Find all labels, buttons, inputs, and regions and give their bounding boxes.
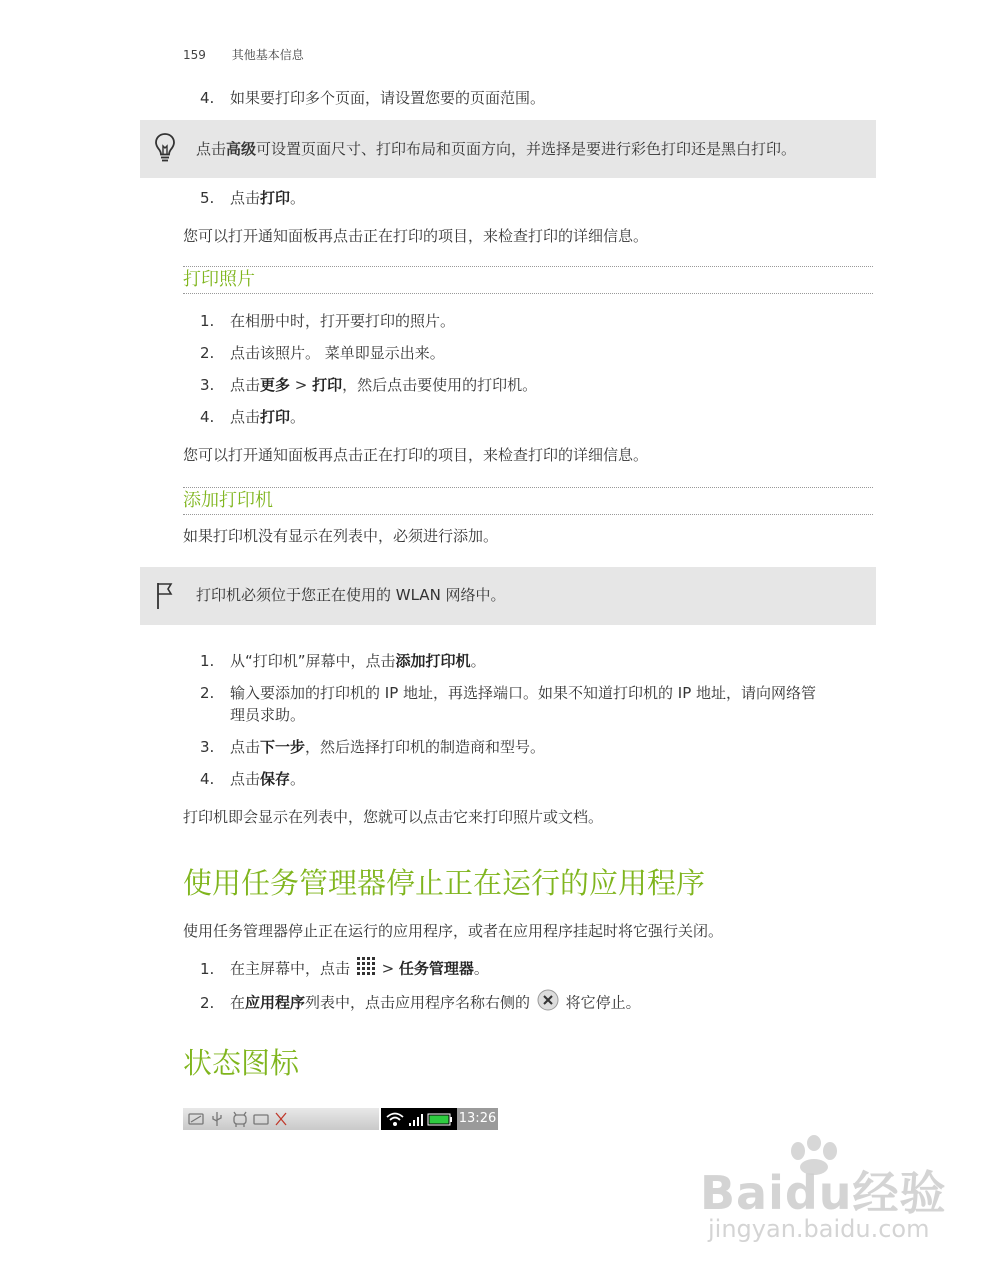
status-bar bbox=[183, 1108, 498, 1130]
section-heading-print-photo: 打印照片 bbox=[183, 266, 873, 294]
flag-icon bbox=[154, 581, 174, 615]
paragraph: 您可以打开通知面板再点击正在打印的项目，来检查打印的详细信息。 bbox=[183, 227, 649, 245]
watermark-sub: jingyan.baidu.com bbox=[708, 1215, 930, 1243]
status-bar-clock: 13:26 bbox=[457, 1108, 498, 1130]
list-item: 2. 输入要添加的打印机的 IP 地址，再选择端口。如果不知道打印机的 IP 地址，请向网络管 理员求助。 bbox=[200, 684, 817, 724]
tip-text: 点击高级可设置页面尺寸、打印布局和页面方向，并选择是要进行彩色打印还是黑白打印。 bbox=[196, 140, 797, 158]
page-number: 159 bbox=[183, 48, 206, 62]
tip-box bbox=[140, 120, 876, 178]
page-header bbox=[183, 46, 304, 63]
list-item: 1. 从“打印机”屏幕中，点击添加打印机。 bbox=[200, 652, 486, 670]
status-bar-notifications bbox=[183, 1108, 379, 1130]
wifi-icon bbox=[387, 1114, 403, 1127]
paragraph: 打印机即会显示在列表中，您就可以点击它来打印照片或文档。 bbox=[183, 808, 604, 826]
status-bar-system bbox=[381, 1108, 457, 1130]
paragraph: 您可以打开通知面板再点击正在打印的项目，来检查打印的详细信息。 bbox=[183, 446, 649, 464]
close-circle-icon bbox=[537, 989, 559, 1017]
list-item: 4. 点击保存。 bbox=[200, 770, 306, 788]
list-item: 2. 点击该照片。 菜单即显示出来。 bbox=[200, 344, 445, 362]
watermark-main: Baidu经验 bbox=[700, 1166, 947, 1220]
section-heading-add-printer: 添加打印机 bbox=[183, 487, 873, 515]
note-box bbox=[140, 567, 876, 625]
list-item: 3. 点击更多 > 打印，然后点击要使用的打印机。 bbox=[200, 376, 538, 394]
list-item: 1. 在主屏幕中，点击 > 任务管理器。 bbox=[200, 957, 489, 981]
signal-icon bbox=[409, 1114, 423, 1126]
section-heading-task-manager: 使用任务管理器停止正在运行的应用程序 bbox=[183, 866, 706, 900]
section-name: 其他基本信息 bbox=[231, 48, 304, 62]
paragraph: 如果打印机没有显示在列表中，必须进行添加。 bbox=[183, 527, 499, 545]
apps-grid-icon bbox=[357, 957, 375, 981]
list-item: 3. 点击下一步，然后选择打印机的制造商和型号。 bbox=[200, 738, 546, 756]
battery-icon bbox=[428, 1114, 452, 1125]
list-item: 2. 在应用程序列表中，点击应用程序名称右侧的 将它停止。 bbox=[200, 989, 641, 1017]
lightbulb-icon bbox=[154, 132, 176, 168]
list-item: 5. 点击打印。 bbox=[200, 189, 306, 207]
note-text: 打印机必须位于您正在使用的 WLAN 网络中。 bbox=[196, 586, 506, 604]
list-item: 4. 如果要打印多个页面，请设置您要的页面范围。 bbox=[200, 89, 546, 107]
list-item: 4. 点击打印。 bbox=[200, 408, 306, 426]
list-item: 1. 在相册中时，打开要打印的照片。 bbox=[200, 312, 456, 330]
watermark bbox=[700, 1135, 947, 1245]
paragraph: 使用任务管理器停止正在运行的应用程序，或者在应用程序挂起时将它强行关闭。 bbox=[183, 922, 724, 940]
section-heading-status-icons: 状态图标 bbox=[183, 1046, 300, 1080]
